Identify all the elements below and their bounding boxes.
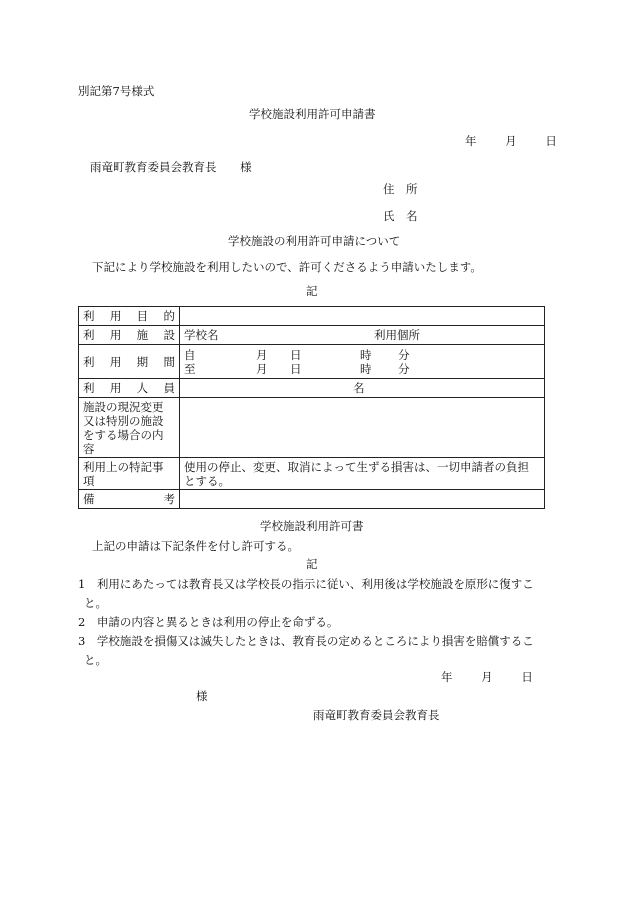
special-row	[79, 458, 545, 490]
permit-text: 上記の申請は下記条件を付し許可する。	[92, 539, 299, 553]
users-value[interactable]	[180, 379, 545, 398]
permit-year-label: 年	[441, 670, 453, 684]
condition-3-line-1: 3 学校施設を損傷又は滅失したときは、教育長の定めるところにより損害を賠償するこ	[78, 634, 534, 648]
period-label-char: 間	[163, 354, 175, 369]
remarks-value[interactable]	[180, 490, 545, 509]
users-label-char: 利	[83, 381, 95, 395]
page-title: 学校施設利用許可申請書	[249, 107, 376, 121]
facility-label-char: 設	[163, 328, 175, 342]
condition-3-line-2: と。	[84, 653, 107, 667]
applicant-name-label: 氏 名	[383, 209, 418, 223]
special-label-line: 利用上の特記事	[83, 459, 164, 474]
facility-label-char: 用	[109, 328, 122, 342]
users-label-char: 用	[109, 381, 122, 395]
intro-text: 下記により学校施設を利用したいので、許可くださるよう申請いたします。	[92, 260, 482, 274]
period-label-char: 期	[136, 354, 149, 369]
purpose-value[interactable]	[180, 307, 545, 326]
day-label: 日	[545, 134, 557, 148]
purpose-label-char: 利	[83, 309, 95, 323]
facility-place-label: 利用個所	[374, 328, 420, 342]
purpose-label	[79, 307, 180, 326]
condition-2: 2 申請の内容と異るときは利用の停止を命ずる。	[78, 615, 339, 629]
permit-month-label: 月	[481, 670, 493, 684]
school-name-label: 学校名	[184, 328, 219, 342]
day-label: 日	[290, 347, 302, 362]
users-row	[79, 379, 545, 398]
remarks-label-char: 考	[163, 492, 175, 506]
facility-label-char: 施	[136, 328, 149, 342]
permit-date	[441, 670, 533, 684]
minute-label: 分	[398, 347, 410, 362]
addressee	[90, 160, 252, 174]
month-label: 月	[256, 347, 268, 362]
application-table	[78, 306, 545, 509]
subject-line: 学校施設の利用許可申請について	[228, 234, 401, 248]
facility-row	[79, 326, 545, 345]
remarks-row	[79, 490, 545, 509]
facility-label-char: 利	[83, 328, 95, 342]
month-label: 月	[505, 134, 517, 148]
change-label-line: 施設の現況変更	[83, 400, 164, 414]
period-value[interactable]	[180, 345, 545, 379]
facility-value[interactable]	[180, 326, 545, 345]
purpose-label-char: 用	[109, 309, 122, 323]
change-label	[79, 398, 180, 458]
hour-label: 時	[360, 361, 372, 376]
permit-day-label: 日	[521, 670, 533, 684]
users-label-char: 員	[163, 381, 175, 395]
period-label	[79, 345, 180, 379]
period-from-line	[184, 348, 540, 362]
period-row	[79, 345, 545, 379]
year-label: 年	[465, 134, 477, 148]
period-to-line	[184, 362, 540, 376]
purpose-label-char: 的	[163, 309, 175, 323]
addressee-sama: 様	[240, 160, 252, 174]
purpose-row	[79, 307, 545, 326]
permit-issuer: 雨竜町教育委員会教育長	[313, 708, 440, 722]
special-label	[79, 458, 180, 490]
hour-label: 時	[360, 347, 372, 362]
condition-1-line-2: と。	[84, 596, 107, 610]
special-text-line: 使用の停止、変更、取消によって生ずる損害は、一切申請者の負担	[184, 459, 529, 474]
special-label-line: 項	[83, 473, 95, 488]
period-label-char: 用	[109, 354, 122, 369]
permit-title: 学校施設利用許可書	[260, 519, 364, 533]
change-row	[79, 398, 545, 458]
remarks-label	[79, 490, 180, 509]
change-label-line: 又は特別の施設	[83, 414, 164, 428]
remarks-label-char: 備	[83, 492, 95, 506]
users-label-char: 人	[136, 381, 149, 395]
month-label: 月	[256, 361, 268, 376]
day-label: 日	[290, 361, 302, 376]
period-label-char: 利	[83, 354, 95, 369]
special-text-line: とする。	[184, 473, 230, 488]
addressee-name: 雨竜町教育委員会教育長	[90, 160, 217, 174]
facility-label	[79, 326, 180, 345]
minute-label: 分	[398, 361, 410, 376]
users-unit: 名	[353, 381, 365, 395]
from-label: 自	[184, 347, 196, 362]
users-label	[79, 379, 180, 398]
condition-1-line-1: 1 利用にあたっては教育長又は学校長の指示に従い、利用後は学校施設を原形に復すこ	[78, 577, 534, 591]
form-number: 別記第7号様式	[78, 84, 155, 98]
purpose-label-char: 目	[136, 309, 149, 323]
change-label-line: 容	[83, 442, 95, 456]
permit-recipient-sama: 様	[196, 689, 208, 703]
change-label-line: をする場合の内	[83, 428, 164, 442]
permit-ki-heading: 記	[306, 557, 318, 571]
applicant-address-label: 住 所	[383, 182, 418, 196]
change-value[interactable]	[180, 398, 545, 458]
ki-heading: 記	[306, 284, 318, 298]
application-date	[465, 134, 557, 148]
to-label: 至	[184, 361, 196, 376]
special-value	[180, 458, 545, 490]
